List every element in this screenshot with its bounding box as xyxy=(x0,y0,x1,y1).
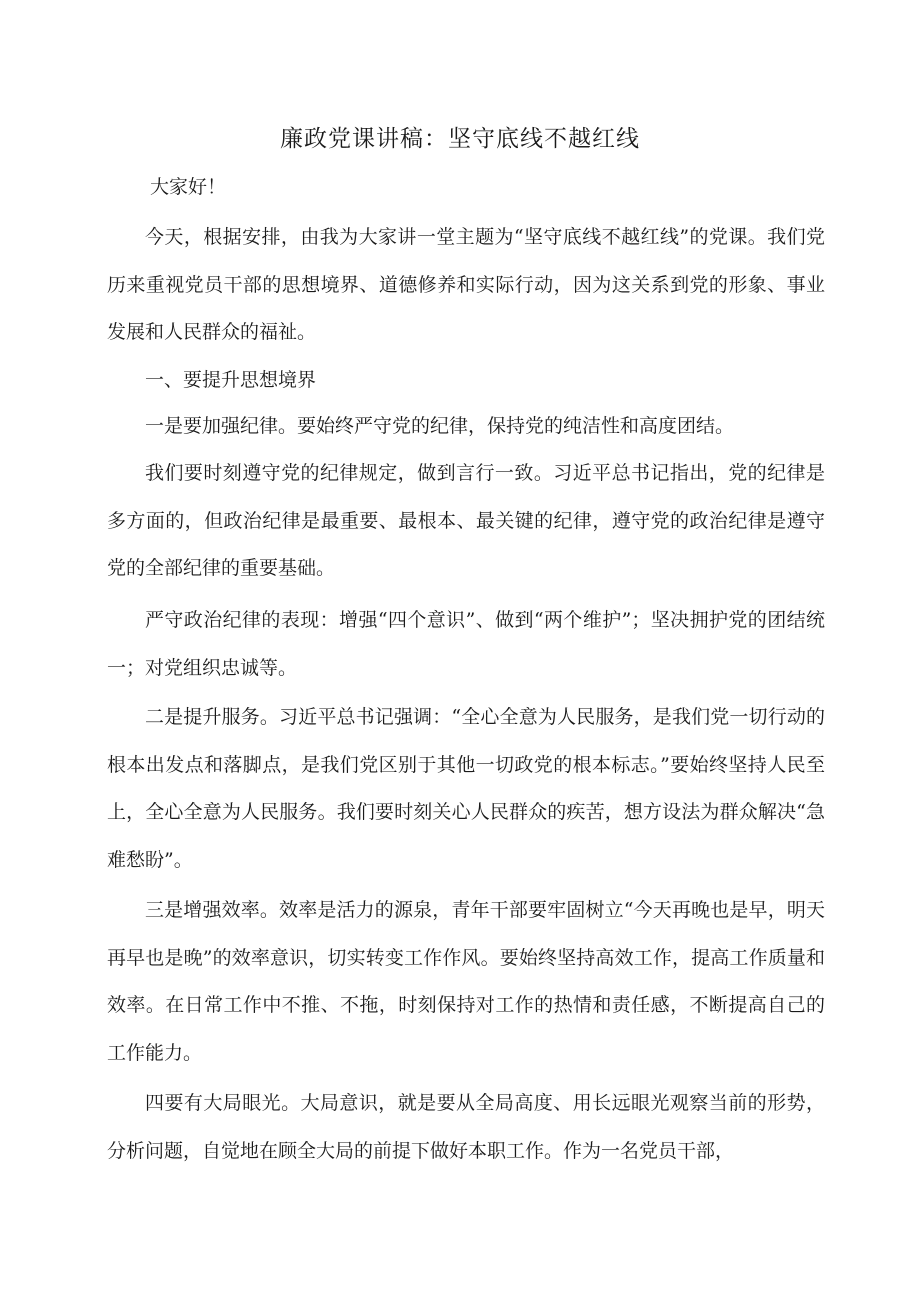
point-one-detail-paragraph: 我们要时刻遵守党的纪律规定，做到言行一致。习近平总书记指出，党的纪律是多方面的，但政治纪律是最重要、最根本、最关键的纪律，遵守党的政治纪律是遵守党的全部纪律的重要基础。 xyxy=(107,462,825,579)
section-heading-block xyxy=(107,357,825,405)
point-three-block xyxy=(107,887,825,1077)
point-one-block xyxy=(107,403,825,451)
document-title: 廉政党课讲稿：坚守底线不越红线 xyxy=(280,126,640,152)
political-discipline-paragraph: 严守政治纪律的表现：增强“四个意识”、做到“两个维护”；坚决拥护党的团结统一；对党组织忠诚等。 xyxy=(107,609,825,679)
intro-paragraph: 今天，根据安排，由我为大家讲一堂主题为“坚守底线不越红线”的党课。我们党历来重视党员干部的思想境界、道德修养和实际行动，因为这关系到党的形象、事业发展和人民群众的福祉。 xyxy=(107,226,825,343)
political-discipline-block xyxy=(107,597,825,692)
point-four-paragraph: 四要有大局眼光。大局意识，就是要从全局高度、用长远眼光观察当前的形势，分析问题，自觉地在顾全大局的前提下做好本职工作。作为一名党员干部， xyxy=(107,1092,825,1162)
point-two-block xyxy=(107,694,825,884)
section-heading: 一、要提升思想境界 xyxy=(145,369,317,391)
point-four-block xyxy=(107,1080,825,1175)
point-two-paragraph: 二是提升服务。习近平总书记强调：“全心全意为人民服务，是我们党一切行动的根本出发点和落脚点，是我们党区别于其他一切政党的根本标志。”要始终坚持人民至上，全心全意为人民服务。我们要时刻关心人民群众的疾苦，想方设法为群众解决“急难愁盼”。 xyxy=(107,706,825,871)
point-one-detail-block xyxy=(107,450,825,593)
greeting: 大家好！ xyxy=(150,176,227,198)
point-three-paragraph: 三是增强效率。效率是活力的源泉，青年干部要牢固树立“今天再晚也是早，明天再早也是晚”的效率意识，切实转变工作作风。要始终坚持高效工作，提高工作质量和效率。在日常工作中不推、不拖，时刻保持对工作的热情和责任感，不断提高自己的工作能力。 xyxy=(107,899,825,1064)
point-one-paragraph: 一是要加强纪律。要始终严守党的纪律，保持党的纯洁性和高度团结。 xyxy=(145,415,735,437)
intro-paragraph-block xyxy=(107,214,825,357)
